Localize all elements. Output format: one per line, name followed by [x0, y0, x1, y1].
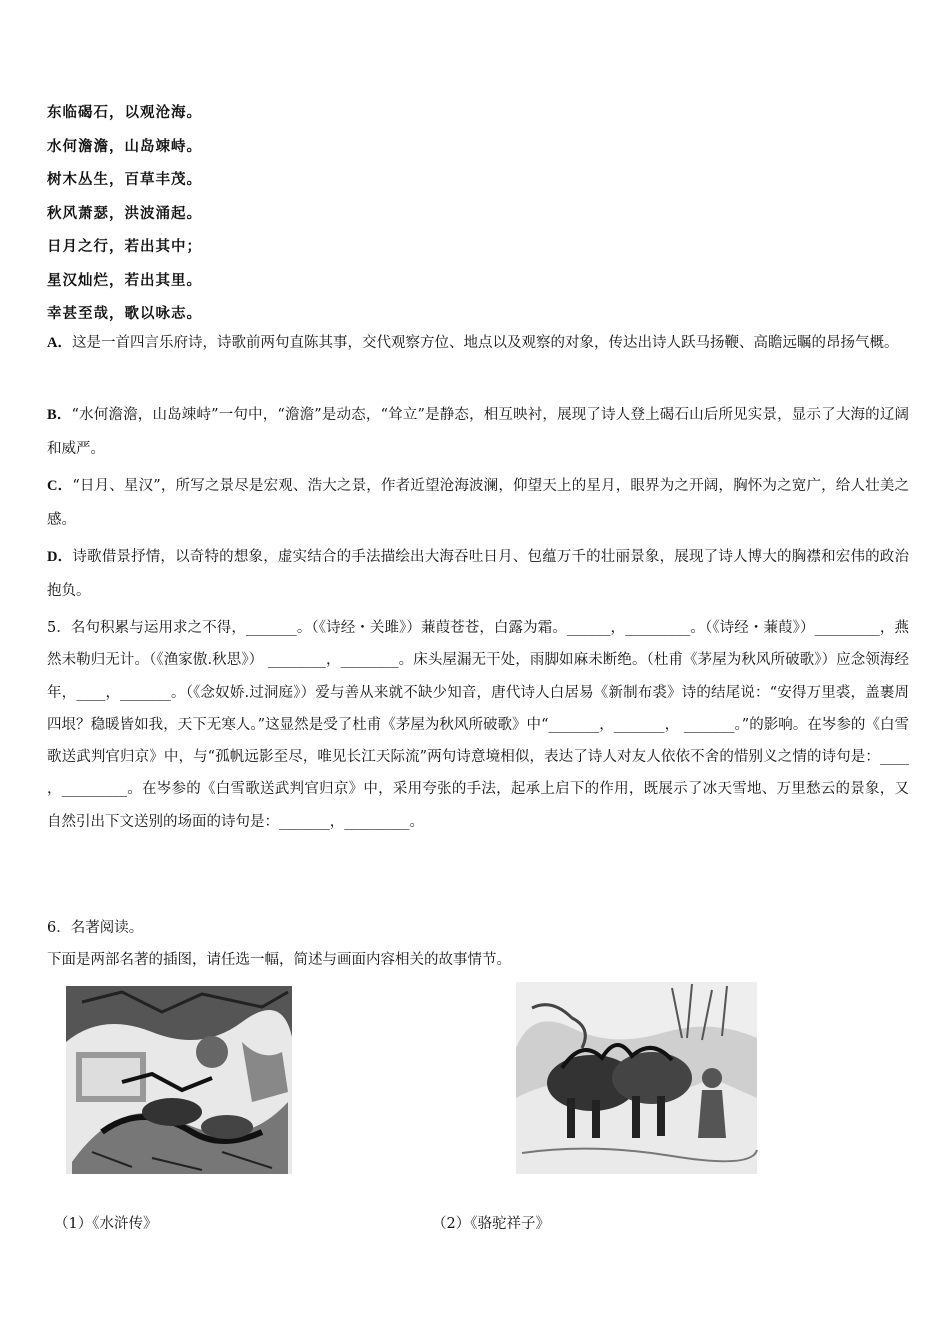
question-6-title: 6．名著阅读。	[47, 920, 144, 936]
poem-line: 水何澹澹，山岛竦峙。	[47, 137, 202, 155]
poem-line: 日月之行，若出其中；	[47, 238, 202, 255]
caption-rickshaw-boy: （2）《骆驼祥子》	[432, 1216, 550, 1232]
option-text: 诗歌借景抒情，以奇特的想象，虚实结合的手法描绘出大海吞吐日月、包蕴万千的壮丽景象，展现了诗人博大的胸襟和宏伟的政治抱负。	[47, 549, 909, 599]
question-6	[47, 912, 511, 976]
option-a	[47, 326, 909, 360]
poem-block	[47, 100, 202, 335]
option-d	[47, 540, 909, 608]
question-5	[47, 612, 909, 838]
question-6-prompt: 下面是两部名著的插图，请任选一幅，简述与画面内容相关的故事情节。	[47, 952, 511, 968]
poem-line: 东临碣石，以观沧海。	[47, 104, 202, 121]
poem-line: 星汉灿烂，若出其里。	[47, 271, 202, 289]
option-key: B．	[47, 407, 72, 423]
option-c	[47, 469, 909, 537]
poem-line: 秋风萧瑟，洪波涌起。	[47, 204, 202, 222]
illustration-water-margin	[62, 982, 296, 1178]
option-key: A．	[47, 335, 72, 351]
option-key: C．	[47, 478, 73, 494]
option-key: D．	[47, 549, 73, 565]
option-text: “水何澹澹，山岛竦峙”一句中，“澹澹”是动态，“耸立”是静态，相互映衬，展现了诗人登上碣石山后所见实景，显示了大海的辽阔和威严。	[47, 407, 909, 457]
option-text: 这是一首四言乐府诗，诗歌前两句直陈其事，交代观察方位、地点以及观察的对象，传达出诗人跃马扬鞭、高瞻远瞩的昂扬气概。	[71, 335, 899, 351]
poem-line: 幸甚至哉，歌以咏志。	[47, 305, 202, 322]
caption-water-margin: （1）《水浒传》	[54, 1216, 158, 1232]
option-text: “日月、星汉”，所写之景尽是宏观、浩大之景，作者近望沧海波澜，仰望天上的星月，眼界为之开阔，胸怀为之宽广，给人壮美之感。	[47, 478, 909, 528]
illustration-rickshaw-boy	[512, 978, 761, 1178]
question-5-text: 5．名句积累与运用求之不得，_______。（《诗经・关雎》）蒹葭苍苍，白露为霜。______，_________。（《诗经・蒹葭》）_________，燕然未勒归无计。（《渔家傲.秋思》） ________，________。床头屋漏无干处，雨脚如麻未断绝。（杜甫《茅屋为秋风所破歌》）应念领海经年，____，_______。（《念奴娇.过洞庭》）爱与善从来就不缺少知音，唐代诗人白居易《新制布裘》诗的结尾说：“安得万里裘，盖裹周四垠？稳暖皆如我，天下无寒人。”这显然是受了杜甫《茅屋为秋风所破歌》中“_______，_______， _______。”的影响。在岑参的《白雪歌送武判官归京》中，与“孤帆远影至尽，唯见长江天际流”两句诗意境相似，表达了诗人对友人依依不舍的惜别义之情的诗句是：____ ，_________。在岑参的《白雪歌送武判官归京》中，采用夸张的手法，起承上启下的作用，既展示了冰天雪地、万里愁云的景象，又自然引出下文送别的场面的诗句是：_______，_________。	[47, 620, 909, 830]
poem-line: 树木丛生，百草丰茂。	[47, 171, 202, 188]
option-b	[47, 398, 909, 466]
